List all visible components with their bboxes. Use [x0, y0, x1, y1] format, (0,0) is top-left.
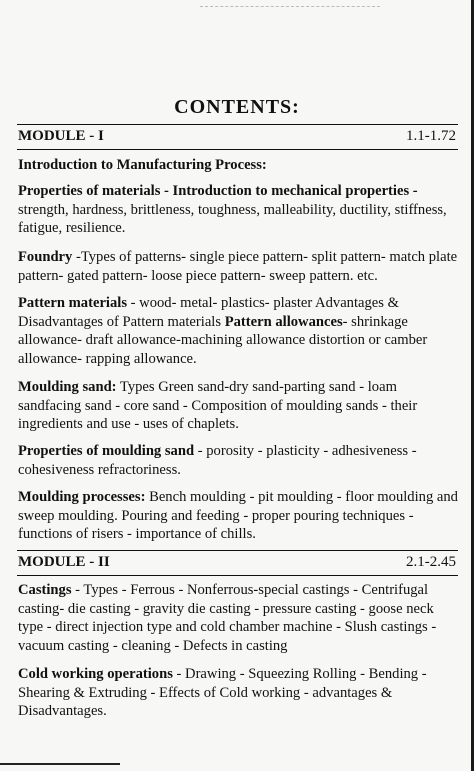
module-1-header — [18, 128, 458, 148]
section-text: - shrinkage allowance- draft allowance-machining allowance distortion or camber allowance- rapping allowance. — [18, 313, 428, 367]
section-moulding-processes — [18, 488, 458, 544]
section-heading: Castings — [18, 582, 72, 598]
section-text: - wood- metal- plastics- plaster Advantages & Disadvantages of Pattern materials — [18, 295, 399, 330]
section-heading: Pattern materials — [18, 295, 128, 311]
section-heading: Introduction to Manufacturing Process: — [18, 157, 267, 173]
module-1-bottom-rule — [17, 149, 458, 150]
section-cold-working — [18, 665, 458, 721]
bottom-edge-mark — [0, 763, 120, 765]
section-foundry — [18, 248, 458, 285]
section-text: - Drawing - Squeezing Rolling - Bending - Shearing & Extruding - Effects of Cold working - advantages & Disadvantages. — [18, 666, 427, 719]
module-2-header — [18, 554, 458, 574]
module-2-bottom-rule — [17, 575, 458, 576]
section-heading: Properties of moulding sand — [18, 443, 195, 459]
section-subheading: Pattern allowances — [224, 313, 343, 330]
module-1-top-rule — [17, 124, 458, 125]
section-text: - porosity - plasticity - adhesiveness - cohesiveness refractoriness. — [18, 443, 417, 478]
section-text: - Types - Ferrous - Nonferrous-special castings - Centrifugal casting- die casting - gravity die casting - pressure casting - goose neck type - direct injection type and cold chamber machine - Slush castings - vacuum casting - cleaning - Defects in casting — [18, 582, 437, 654]
top-edge-mark — [200, 6, 380, 7]
module-1-pages: 1.1-1.72 — [406, 128, 456, 144]
section-moulding-sand — [18, 378, 458, 434]
section-pattern-materials — [18, 294, 458, 368]
section-heading: Cold working operations — [18, 666, 173, 682]
section-text: Bench moulding - pit moulding - floor moulding and sweep moulding. Pouring and feeding - proper pouring techniques - functions of risers - importance of chills. — [18, 489, 458, 542]
section-heading: Moulding processes: — [18, 489, 146, 505]
section-intro — [18, 156, 458, 175]
section-text: Types Green sand-dry sand-parting sand - loam sandfacing sand - core sand - Composition of moulding sands - their ingredients and use - uses of chaplets. — [18, 379, 418, 432]
module-2-name: MODULE - II — [18, 554, 110, 570]
section-properties-of-moulding-sand — [18, 442, 458, 479]
page-title: CONTENTS: — [174, 96, 300, 118]
section-properties-of-materials — [18, 182, 458, 238]
section-heading: Foundry — [18, 249, 73, 265]
module-2-top-rule — [17, 550, 458, 551]
section-heading: Properties of materials - Introduction to mechanical properties - — [18, 183, 418, 199]
module-2-pages: 2.1-2.45 — [406, 554, 456, 570]
section-castings — [18, 581, 458, 655]
section-heading: Moulding sand: — [18, 379, 117, 395]
module-1-name: MODULE - I — [18, 128, 104, 144]
section-text: strength, hardness, brittleness, toughness, malleability, ductility, stiffness, fatigue, resilience. — [18, 201, 447, 236]
section-text: -Types of patterns- single piece pattern- split pattern- match plate pattern- gated pattern- loose piece pattern- sweep pattern. etc. — [18, 249, 458, 284]
